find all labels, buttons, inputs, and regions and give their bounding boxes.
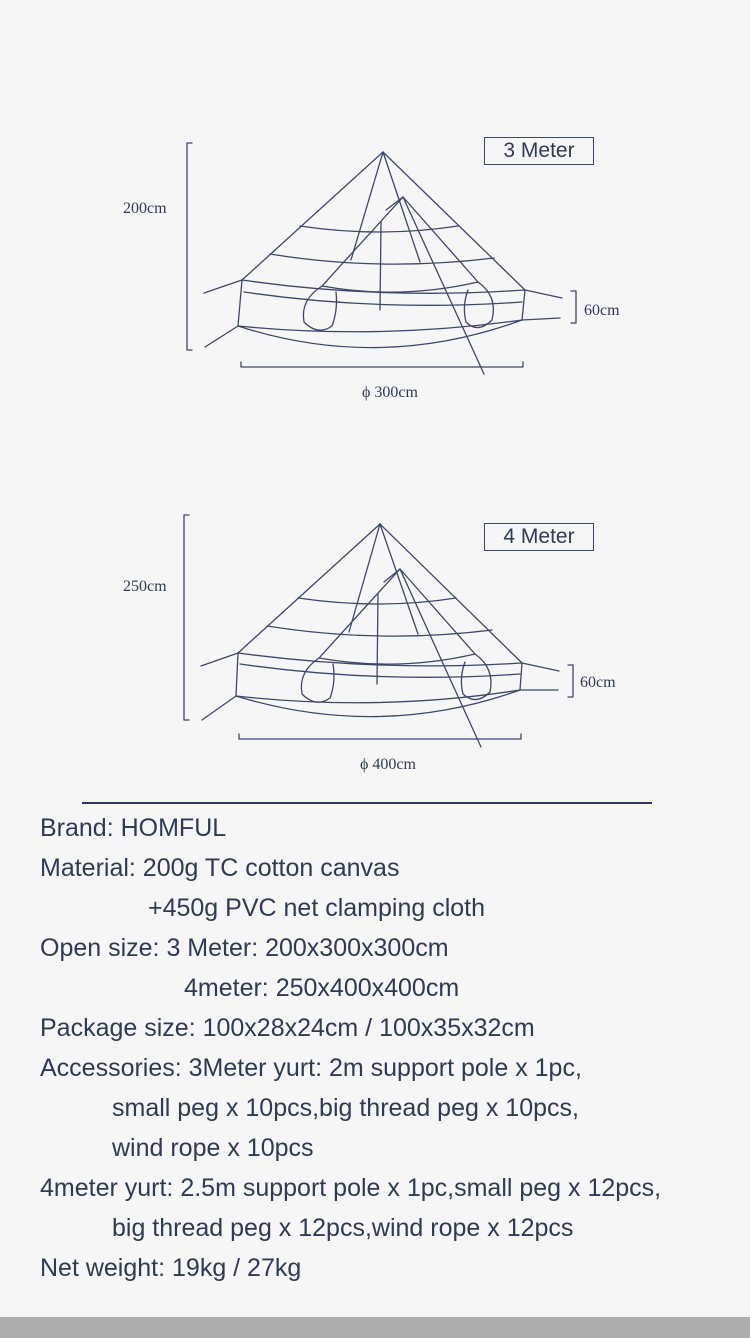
open-size-line: Open size: 3 Meter: 200x300x300cm: [40, 934, 449, 962]
open-size-line-continued: 4meter: 250x400x400cm: [184, 974, 460, 1002]
material-line-continued: +450g PVC net clamping cloth: [148, 894, 486, 922]
wall-height-label: 60cm: [580, 674, 616, 691]
height-label: 250cm: [123, 578, 167, 595]
divider-line: [82, 802, 652, 804]
package-size-line: Package size: 100x28x24cm / 100x35x32cm: [40, 1014, 535, 1042]
wall-height-label: 60cm: [584, 302, 620, 319]
material-line: Material: 200g TC cotton canvas: [40, 854, 400, 882]
diameter-label: ϕ 400cm: [360, 756, 416, 773]
net-weight-line: Net weight: 19kg / 27kg: [40, 1254, 302, 1282]
diameter-label: ϕ 300cm: [362, 384, 418, 401]
accessories-4m-line: 4meter yurt: 2.5m support pole x 1pc,small peg x 12pcs,: [40, 1174, 662, 1202]
model-label-4m: 4 Meter: [484, 523, 594, 551]
accessories-4m-line-continued: big thread peg x 12pcs,wind rope x 12pcs: [112, 1214, 574, 1242]
footer-bar: [0, 1317, 750, 1338]
accessories-line-continued: wind rope x 10pcs: [112, 1134, 314, 1162]
height-label: 200cm: [123, 200, 167, 217]
brand-line: Brand: HOMFUL: [40, 814, 227, 842]
model-label-3m: 3 Meter: [484, 137, 594, 165]
accessories-line: Accessories: 3Meter yurt: 2m support pole x 1pc,: [40, 1054, 582, 1082]
accessories-line-continued: small peg x 10pcs,big thread peg x 10pcs,: [112, 1094, 579, 1122]
